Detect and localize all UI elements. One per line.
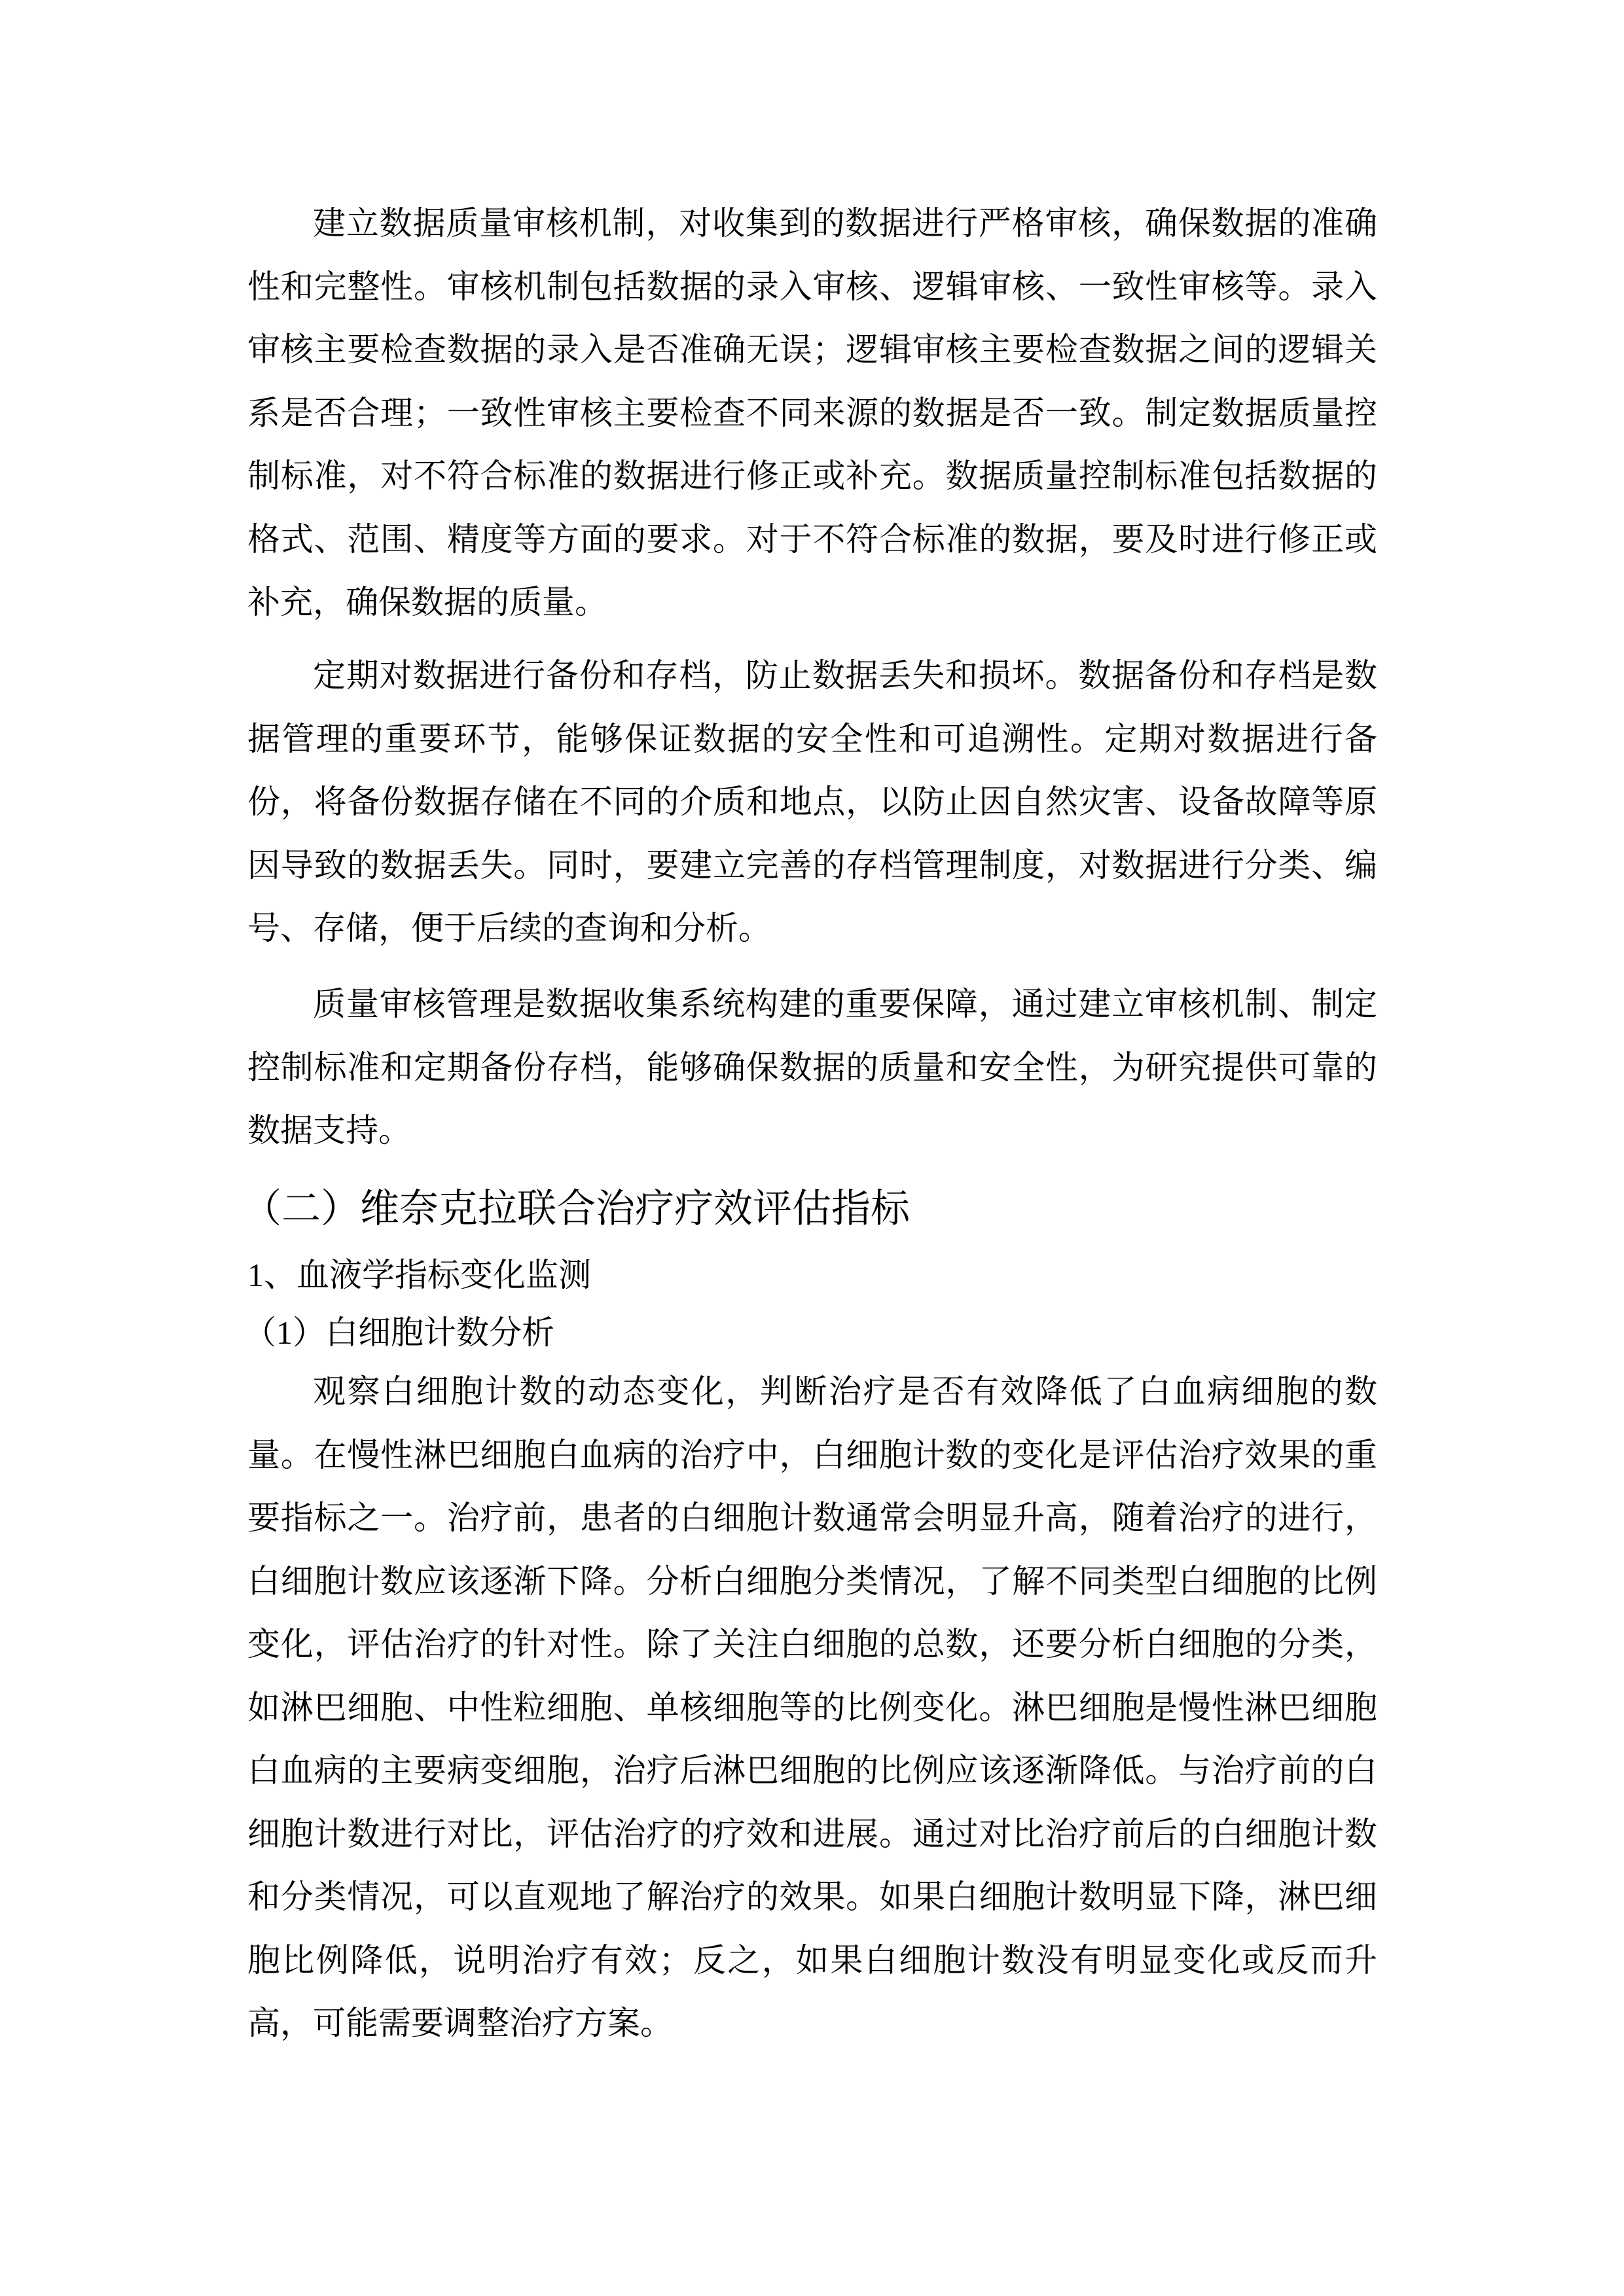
text-line: 质量审核管理是数据收集系统构建的重要保障，通过建立审核机制、制定	[313, 986, 1377, 1022]
text-line: 数据支持。	[247, 1112, 411, 1149]
text-line: 制标准，对不符合标准的数据进行修正或补充。数据质量控制标准包括数据的	[247, 457, 1377, 494]
subsubsection-heading: （1）白细胞计数分析	[244, 1314, 554, 1351]
text-line: 定期对数据进行备份和存档，防止数据丢失和损坏。数据备份和存档是数	[313, 657, 1377, 694]
text-line: 系是否合理；一致性审核主要检查不同来源的数据是否一致。制定数据质量控	[247, 394, 1377, 431]
text-line: 性和完整性。审核机制包括数据的录入审核、逻辑审核、一致性审核等。录入	[247, 268, 1377, 305]
text-line: 观察白细胞计数的动态变化，判断治疗是否有效降低了白血病细胞的数	[313, 1373, 1377, 1410]
text-line: 白血病的主要病变细胞，治疗后淋巴细胞的比例应该逐渐降低。与治疗前的白	[247, 1752, 1377, 1789]
text-line: 胞比例降低，说明治疗有效；反之，如果白细胞计数没有明显变化或反而升	[247, 1941, 1377, 1979]
text-line: 量。在慢性淋巴细胞白血病的治疗中，白细胞计数的变化是评估治疗效果的重	[247, 1436, 1377, 1473]
text-line: 补充，确保数据的质量。	[247, 584, 607, 620]
paragraph-data-audit	[247, 192, 1377, 634]
text-line: 要指标之一。治疗前，患者的白细胞计数通常会明显升高，随着治疗的进行，	[247, 1499, 1377, 1536]
section-heading: （二）维奈克拉联合治疗疗效评估指标	[242, 1187, 910, 1230]
text-line: 建立数据质量审核机制，对收集到的数据进行严格审核，确保数据的准确	[313, 205, 1377, 242]
text-line: 控制标准和定期备份存档，能够确保数据的质量和安全性，为研究提供可靠的	[247, 1049, 1377, 1086]
paragraph-wbc-analysis	[247, 1360, 1377, 2055]
text-line: 据管理的重要环节，能够保证数据的安全性和可追溯性。定期对数据进行备	[247, 720, 1377, 757]
text-line: 白细胞计数应该逐渐下降。分析白细胞分类情况，了解不同类型白细胞的比例	[247, 1562, 1377, 1600]
text-line: 份，将备份数据存储在不同的介质和地点，以防止因自然灾害、设备故障等原	[247, 783, 1377, 820]
text-line: 和分类情况，可以直观地了解治疗的效果。如果白细胞计数明显下降，淋巴细	[247, 1878, 1377, 1915]
paragraph-data-backup	[247, 644, 1377, 960]
subsection-heading: 1、血液学指标变化监测	[247, 1257, 591, 1293]
text-line: 变化，评估治疗的针对性。除了关注白细胞的总数，还要分析白细胞的分类，	[247, 1626, 1377, 1662]
paragraph-quality-summary	[247, 973, 1377, 1162]
text-line: 细胞计数进行对比，评估治疗的疗效和进展。通过对比治疗前后的白细胞计数	[247, 1815, 1377, 1852]
text-line: 如淋巴细胞、中性粒细胞、单核细胞等的比例变化。淋巴细胞是慢性淋巴细胞	[247, 1689, 1377, 1726]
text-line: 格式、范围、精度等方面的要求。对于不符合标准的数据，要及时进行修正或	[247, 520, 1377, 558]
text-line: 号、存储，便于后续的查询和分析。	[247, 910, 771, 946]
text-line: 审核主要检查数据的录入是否准确无误；逻辑审核主要检查数据之间的逻辑关	[247, 331, 1377, 368]
text-line: 因导致的数据丢失。同时，要建立完善的存档管理制度，对数据进行分类、编	[247, 846, 1377, 884]
text-line: 高，可能需要调整治疗方案。	[247, 2005, 673, 2041]
